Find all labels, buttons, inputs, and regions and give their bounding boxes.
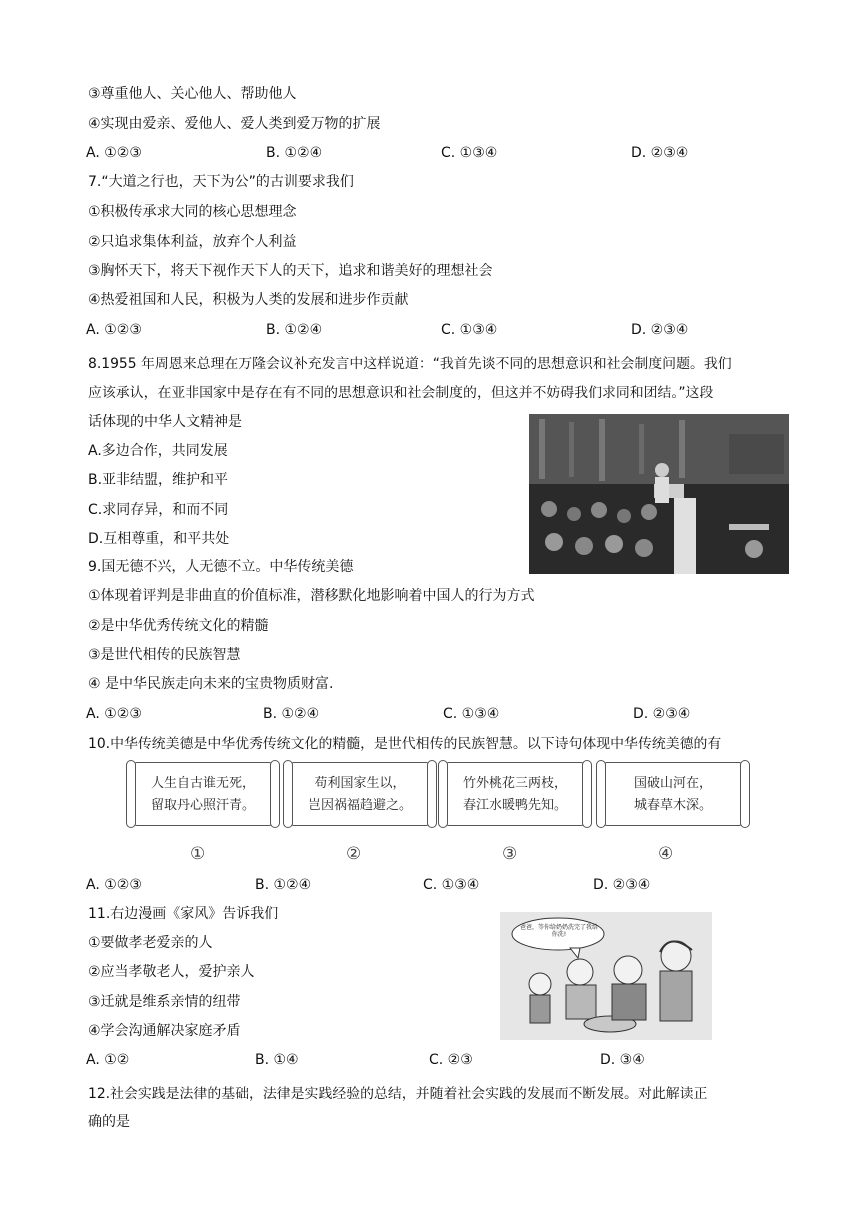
q9-option-a: A. ①②③: [86, 706, 142, 722]
q8-stem-line-1: 8.1955 年周恩来总理在万隆会议补充发言中这样说道：“我首先谈不同的思想意识和社会制度问题。我们: [88, 356, 732, 372]
poem-scroll-4: [603, 762, 743, 826]
q11-item-3: ③迁就是维系亲情的纽带: [88, 994, 241, 1010]
poem-scrolls: [125, 762, 805, 834]
q11-stem: 11.右边漫画《家风》告诉我们: [88, 906, 279, 922]
q6-option-a: A. ①②③: [86, 145, 142, 161]
q10-option-b: B. ①②④: [255, 877, 312, 893]
q7-option-d: D. ②③④: [631, 322, 689, 338]
q8-option-c: C.求同存异，和而不同: [88, 502, 229, 518]
q6-option-b: B. ①②④: [266, 145, 323, 161]
poem-number-2: ②: [346, 844, 362, 864]
q7-option-a: A. ①②③: [86, 322, 142, 338]
poem-scroll-2: [290, 762, 430, 826]
q9-item-1: ①体现着评判是非曲直的价值标准，潜移默化地影响着中国人的行为方式: [88, 588, 535, 604]
poem-scroll-3: [445, 762, 585, 826]
q9-option-b: B. ①②④: [263, 706, 320, 722]
q11-option-d: D. ③④: [600, 1052, 645, 1068]
q7-item-3: ③胸怀天下，将天下视作天下人的天下，追求和谐美好的理想社会: [88, 263, 493, 279]
q9-item-3: ③是世代相传的民族智慧: [88, 647, 241, 663]
q7-item-4: ④热爱祖国和人民，积极为人类的发展和进步作贡献: [88, 292, 409, 308]
q11-option-b: B. ①④: [255, 1052, 299, 1068]
q7-option-b: B. ①②④: [266, 322, 323, 338]
poem-2-line-1: 苟利国家生以，: [314, 776, 406, 791]
cartoon-speech-bubble: 爸爸，等你给奶奶洗完了我给你洗!: [520, 924, 599, 938]
q11-item-4: ④学会沟通解决家庭矛盾: [88, 1023, 241, 1039]
q8-option-a: A.多边合作，共同发展: [88, 443, 228, 459]
poem-1-line-1: 人生自古谁无死，: [150, 776, 255, 791]
q10-option-d: D. ②③④: [593, 877, 651, 893]
q9-item-4: ④ 是中华民族走向未来的宝贵物质财富.: [88, 676, 334, 692]
q10-option-a: A. ①②③: [86, 877, 142, 893]
poem-3-line-1: 竹外桃花三两枝，: [462, 776, 567, 791]
poem-1-line-2: 留取丹心照汗青。: [150, 798, 255, 813]
q8-stem-line-2: 应该承认，在亚非国家中是存在有不同的思想意识和社会制度的，但这并不妨碍我们求同和团结。”这段: [88, 385, 714, 401]
q8-option-d: D.互相尊重，和平共处: [88, 531, 230, 547]
poem-number-1: ①: [190, 844, 206, 864]
poem-4-line-2: 城春草木深。: [633, 798, 712, 813]
q7-option-c: C. ①③④: [441, 322, 498, 338]
poem-number-4: ④: [658, 844, 674, 864]
q11-option-c: C. ②③: [429, 1052, 473, 1068]
poem-2-line-2: 岂因祸福趋避之。: [307, 798, 412, 813]
q11-option-a: A. ①②: [86, 1052, 130, 1068]
bandung-conference-photo: [529, 414, 789, 574]
q8-stem-line-3: 话体现的中华人文精神是: [88, 414, 242, 430]
q10-stem: 10.中华传统美德是中华优秀传统文化的精髓，是世代相传的民族智慧。以下诗句体现中华传统美德的有: [88, 736, 722, 752]
poem-3-line-2: 春江水暖鸭先知。: [462, 798, 567, 813]
q12-stem-line-1: 12.社会实践是法律的基础，法律是实践经验的总结，并随着社会实践的发展而不断发展。对此解读正: [88, 1086, 708, 1102]
q7-stem: 7.“大道之行也，天下为公”的古训要求我们: [88, 174, 354, 190]
q9-stem: 9.国无德不兴，人无德不立。中华传统美德: [88, 559, 354, 575]
q8-option-b: B.亚非结盟，维护和平: [88, 472, 229, 488]
q7-item-2: ②只追求集体利益，放弃个人利益: [88, 234, 297, 250]
family-cartoon: [500, 912, 712, 1040]
q6-item-3: ③尊重他人、关心他人、帮助他人: [88, 86, 297, 102]
q6-option-c: C. ①③④: [441, 145, 498, 161]
poem-number-3: ③: [502, 844, 518, 864]
q9-item-2: ②是中华优秀传统文化的精髓: [88, 618, 269, 634]
q12-stem-line-2: 确的是: [88, 1114, 130, 1130]
q11-item-2: ②应当孝敬老人，爱护亲人: [88, 964, 255, 980]
q10-option-c: C. ①③④: [423, 877, 480, 893]
q9-option-d: D. ②③④: [633, 706, 691, 722]
poem-4-line-1: 国破山河在，: [633, 776, 712, 791]
q9-option-c: C. ①③④: [443, 706, 500, 722]
q6-option-d: D. ②③④: [631, 145, 689, 161]
q6-item-4: ④实现由爱亲、爱他人、爱人类到爱万物的扩展: [88, 116, 381, 132]
poem-scroll-1: [133, 762, 273, 826]
q11-item-1: ①要做孝老爱亲的人: [88, 935, 213, 951]
q7-item-1: ①积极传承求大同的核心思想理念: [88, 204, 297, 220]
